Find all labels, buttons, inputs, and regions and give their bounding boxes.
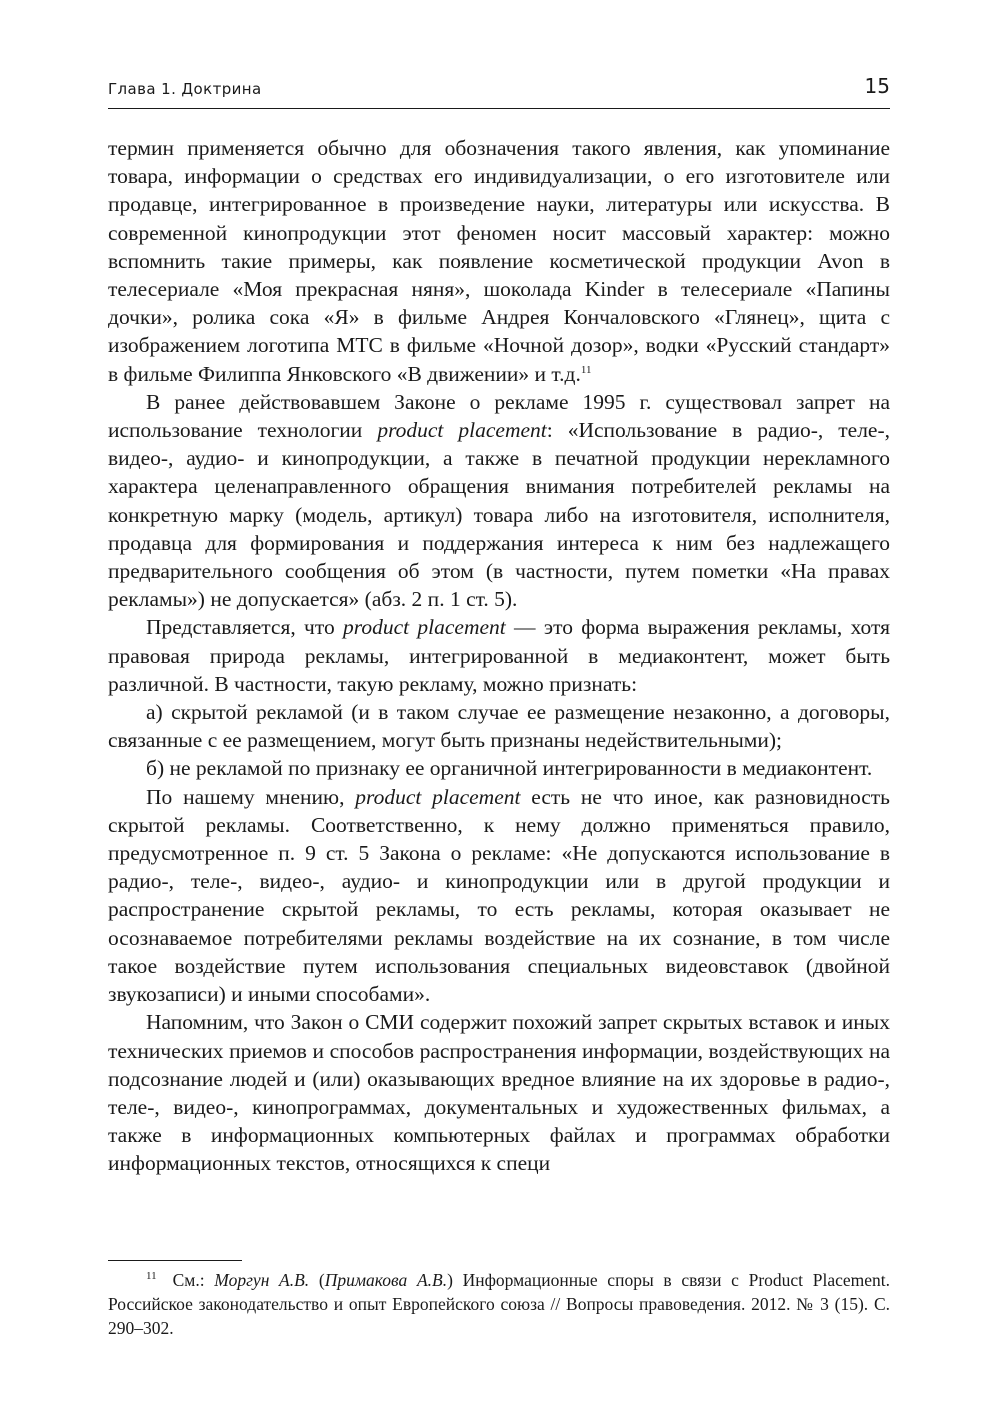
footnote xyxy=(108,1268,890,1340)
footnote-authors: Моргун А.В. xyxy=(214,1270,310,1290)
paragraph-3-text-a: Представляется, что xyxy=(146,615,343,640)
paragraph-7: Напомним, что Закон о СМИ содержит похожий запрет скрытых вставок и иных технических приемов и способов распространения информации, воздействующих на подсознание людей и (или) оказывающих вредное влияние на их здоровье в радио-, теле-, видео-, кинопрограммах, документальных и художественных фильмах, а также в информационных компьютерных файлах и программах обработки информационных текстов, относящихся к специ xyxy=(108,1010,890,1176)
footnote-11 xyxy=(108,1268,890,1340)
paragraph-1 xyxy=(108,134,890,388)
page-header xyxy=(108,72,890,109)
paragraph-2-text-a: В ранее действовавшем Законе о рекламе 1995 г. существовал запрет на использование технологии xyxy=(108,389,890,443)
footnote-lead: См.: xyxy=(172,1270,215,1290)
footnote-text: Информационные споры в связи с Product Placement. Российское законодательство и опыт Европейского союза // Вопросы правоведения. 2012. № 3 (15). С. 290–302. xyxy=(108,1270,890,1338)
italic-term: product placement xyxy=(355,784,521,809)
paragraph-3 xyxy=(108,613,890,698)
page-number: 15 xyxy=(864,74,890,98)
list-item-a: а) скрытой рекламой (и в таком случае ее размещение незаконно, а договоры, связанные с ее размещением, могут быть признаны недействительными); xyxy=(108,700,890,753)
footnote-coauthor: Примакова А.В. xyxy=(324,1270,448,1290)
footnote-divider xyxy=(108,1260,242,1261)
main-text xyxy=(108,134,890,1178)
footnote-paren-close: ) xyxy=(447,1270,453,1290)
paragraph-6 xyxy=(108,783,890,1009)
paragraph-6-text-a: По нашему мнению, xyxy=(146,784,356,809)
paragraph-6-text-b: есть не что иное, как разновидность скрытой рекламы. Соответственно, к нему должно применяться правило, предусмотренное п. 9 ст. 5 Закона о рекламе: «Не допускаются использование в радио-, теле-, видео-, аудио- и кинопродукции или в другой продукции и распространение скрытой рекламы, то есть рекламы, которая оказывает не осознаваемое потребителями рекламы воздействие на их сознание, в том числе такое воздействие путем использования специальных видеовставок (двойной звукозаписи) и иными способами». xyxy=(108,784,890,1007)
paragraph-1-text: термин применяется обычно для обозначения такого явления, как упоминание товара, информации о средствах его индивидуализации, о его изготовителе или продавце, интегрированное в произведение науки, литературы или искусства. В современной кинопродукции этот феномен носит массовый характер: можно вспомнить такие примеры, как появление косметической продукции Avon в телесериале «Моя прекрасная няня», шоколада Kinder в телесериале «Папины дочки», ролика сока «Я» в фильме Андрея Кончаловского «Глянец», щита с изображением логотипа МТС в фильме «Ночной дозор», водки «Русский стандарт» в фильме Филиппа Янковского «В движении» и т.д. xyxy=(108,136,890,386)
footnote-reference[interactable]: 11 xyxy=(580,363,592,376)
italic-term: product placement xyxy=(377,418,547,443)
footnote-paren-open: ( xyxy=(309,1270,325,1290)
footnote-number: 11 xyxy=(146,1270,157,1283)
paragraph-2 xyxy=(108,388,890,614)
paragraph-3-text-b: — это форма выражения рекламы, хотя правовая природа рекламы, интегрированной в медиаконтент, может быть различной. В частности, такую рекламу, можно признать: xyxy=(108,615,891,696)
paragraph-2-text-b: : «Использование в радио-, теле-, видео-, аудио- и кинопродукции, а также в печатной продукции нерекламного характера целенаправленного обращения внимания потребителей рекламы на конкретную марку (модель, артикул) товара либо на изготовителя, исполнителя, продавца для формирования и поддержания интереса к ним без надлежащего предварительного сообщения об этом (в частности, путем пометки «На правах рекламы») не допускается» (абз. 2 п. 1 ст. 5). xyxy=(108,418,891,612)
running-head: Глава 1. Доктрина xyxy=(108,80,262,98)
list-item-b: б) не рекламой по признаку ее органичной интегрированности в медиаконтент. xyxy=(146,756,873,781)
italic-term: product placement xyxy=(343,615,506,640)
